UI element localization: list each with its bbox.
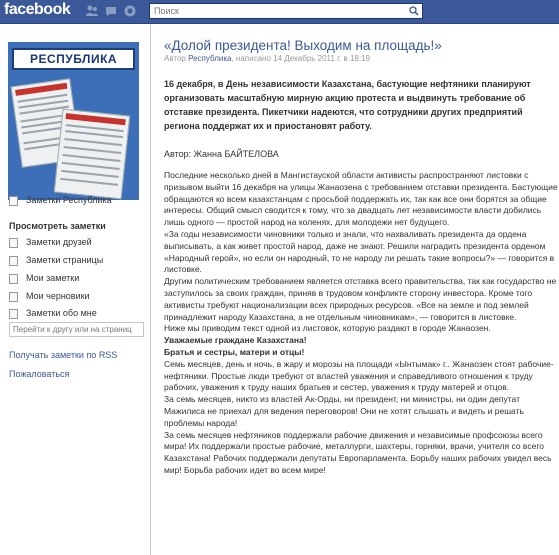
note-icon (9, 196, 18, 206)
note-icon (9, 256, 18, 266)
note-lead: 16 декабря, в День независимости Казахстана, бастующие нефтяники планируют организовать масштабную мирную акцию протеста и выдвинуть требование об отставке президента. Пикетчики надеются, что сотрудники других предприятий региона поддержат их и приостановят работу. (164, 79, 531, 131)
left-sidebar (0, 24, 150, 555)
note-title: «Долой президента! Выходим на площадь!» (164, 38, 442, 53)
note-author-line: Автор: Жанна БАЙТЕЛОВА (164, 149, 279, 159)
sidebar-item-friends-notes[interactable]: Заметки друзей (9, 236, 92, 248)
note-icon (9, 238, 18, 248)
author-link[interactable]: Республика (188, 54, 232, 63)
browse-notes-heading: Просмотреть заметки (9, 221, 106, 231)
facebook-logo[interactable]: facebook (4, 1, 71, 18)
paragraph: Семь месяцев, день и ночь, в жару и морозы на площади «Ынтымак» г.. Жанаозен стоят рабочие-нефтяники. Простые люди требуют от властей уважения и справедливого отношения к труду рабочих, уважения к труду наших братьев и сестер, уважения к труду матерей и отцов. (164, 358, 554, 393)
paragraph: Другим политическим требованием является отставка всего правительства, так как государство не заступилось за своих граждан, приняв в трудовом конфликте сторону инвестора. Кроме того активисты требуют национализации всех природных ресурсов. «Все на земле и под землей принадлежит народу Казахстана, а не отдельным чиновникам», — говорится в листовке. (164, 276, 557, 322)
note-icon (9, 309, 18, 319)
friend-search-input[interactable]: Перейти к другу или на страниц (9, 322, 144, 337)
paragraph: Ниже мы приводим текст одной из листовок, которую раздают в городе Жанаозен. (164, 323, 491, 334)
friends-icon[interactable] (85, 4, 99, 18)
sidebar-item-page-notes[interactable]: Заметки страницы (9, 254, 103, 266)
newspaper-graphic (54, 109, 130, 200)
sidebar-item-my-drafts[interactable]: Мои черновики (9, 290, 90, 302)
promo-brand-title: РЕСПУБЛИКА (12, 48, 135, 70)
republika-promo-image[interactable] (8, 42, 139, 200)
notifications-icon[interactable] (123, 4, 137, 18)
bold-line: Братья и сестры, матери и отцы! (164, 346, 305, 357)
paragraph: Последние несколько дней в Мангистауской области активисты распространяют листовки с призывом выйти 16 декабря на улицы Жанаозена с требованием отставки президента. Бастующие обращаются ко всем казахстанцам с просьбой поддержать их, так как все они борятся за общие интересы. Общий смысл сводится к тому, что за двадцать лет независимости власти добились лишь одного — простой народ на коленях, для молодежи нет будущего. (164, 170, 558, 228)
paragraph: За семь месяцев нефтяников поддержали рабочие движения и независимые профсоюзы всего мира! Их поддержали простые рабочие, металлурги, шахтеры, горняки, врачи, учителя со всего Казахстана! Рабочих поддержали депутаты Европарламента. Борьбу наших рабочих увидел весь мир! Борьба рабочих идет во всем мире! (164, 429, 552, 475)
note-content (150, 24, 559, 555)
search-icon[interactable] (409, 6, 419, 16)
messages-icon[interactable] (104, 4, 118, 18)
note-icon (9, 292, 18, 302)
rss-link[interactable]: Получать заметки по RSS (9, 350, 118, 360)
note-icon (9, 274, 18, 284)
note-meta: Автор Республика, написано 14 Декабрь 2011 г. в 18:19 (164, 54, 370, 63)
top-bar (0, 0, 559, 24)
sidebar-item-my-notes[interactable]: Мои заметки (9, 272, 79, 284)
bold-line: Уважаемые граждане Казахстана! (164, 335, 307, 346)
report-link[interactable]: Пожаловаться (9, 369, 70, 379)
search-box[interactable] (149, 3, 423, 19)
paragraph: За семь месяцев, никто из властей Ак-Орды, ни президент, ни министры, ни один депутат Мажилиса не приехал для ведения переговоров! Они не хотят слышать и видеть и решать проблемы народа! (164, 394, 524, 428)
notes-republika-link[interactable]: Заметки Республика (9, 194, 112, 206)
paragraph: «За годы независимости чиновники только и знали, что нахваливать президента да ордена выписывать, а как живет простой народ, даже не знают. Решили наградить президента орденом «Народный герой», но если он народный, то не народу ли решать такие вопросы?» — говорится в листовке. (164, 228, 555, 275)
sidebar-item-notes-about-me[interactable]: Заметки обо мне (9, 307, 97, 319)
note-body (164, 170, 558, 477)
search-input[interactable] (150, 4, 404, 17)
